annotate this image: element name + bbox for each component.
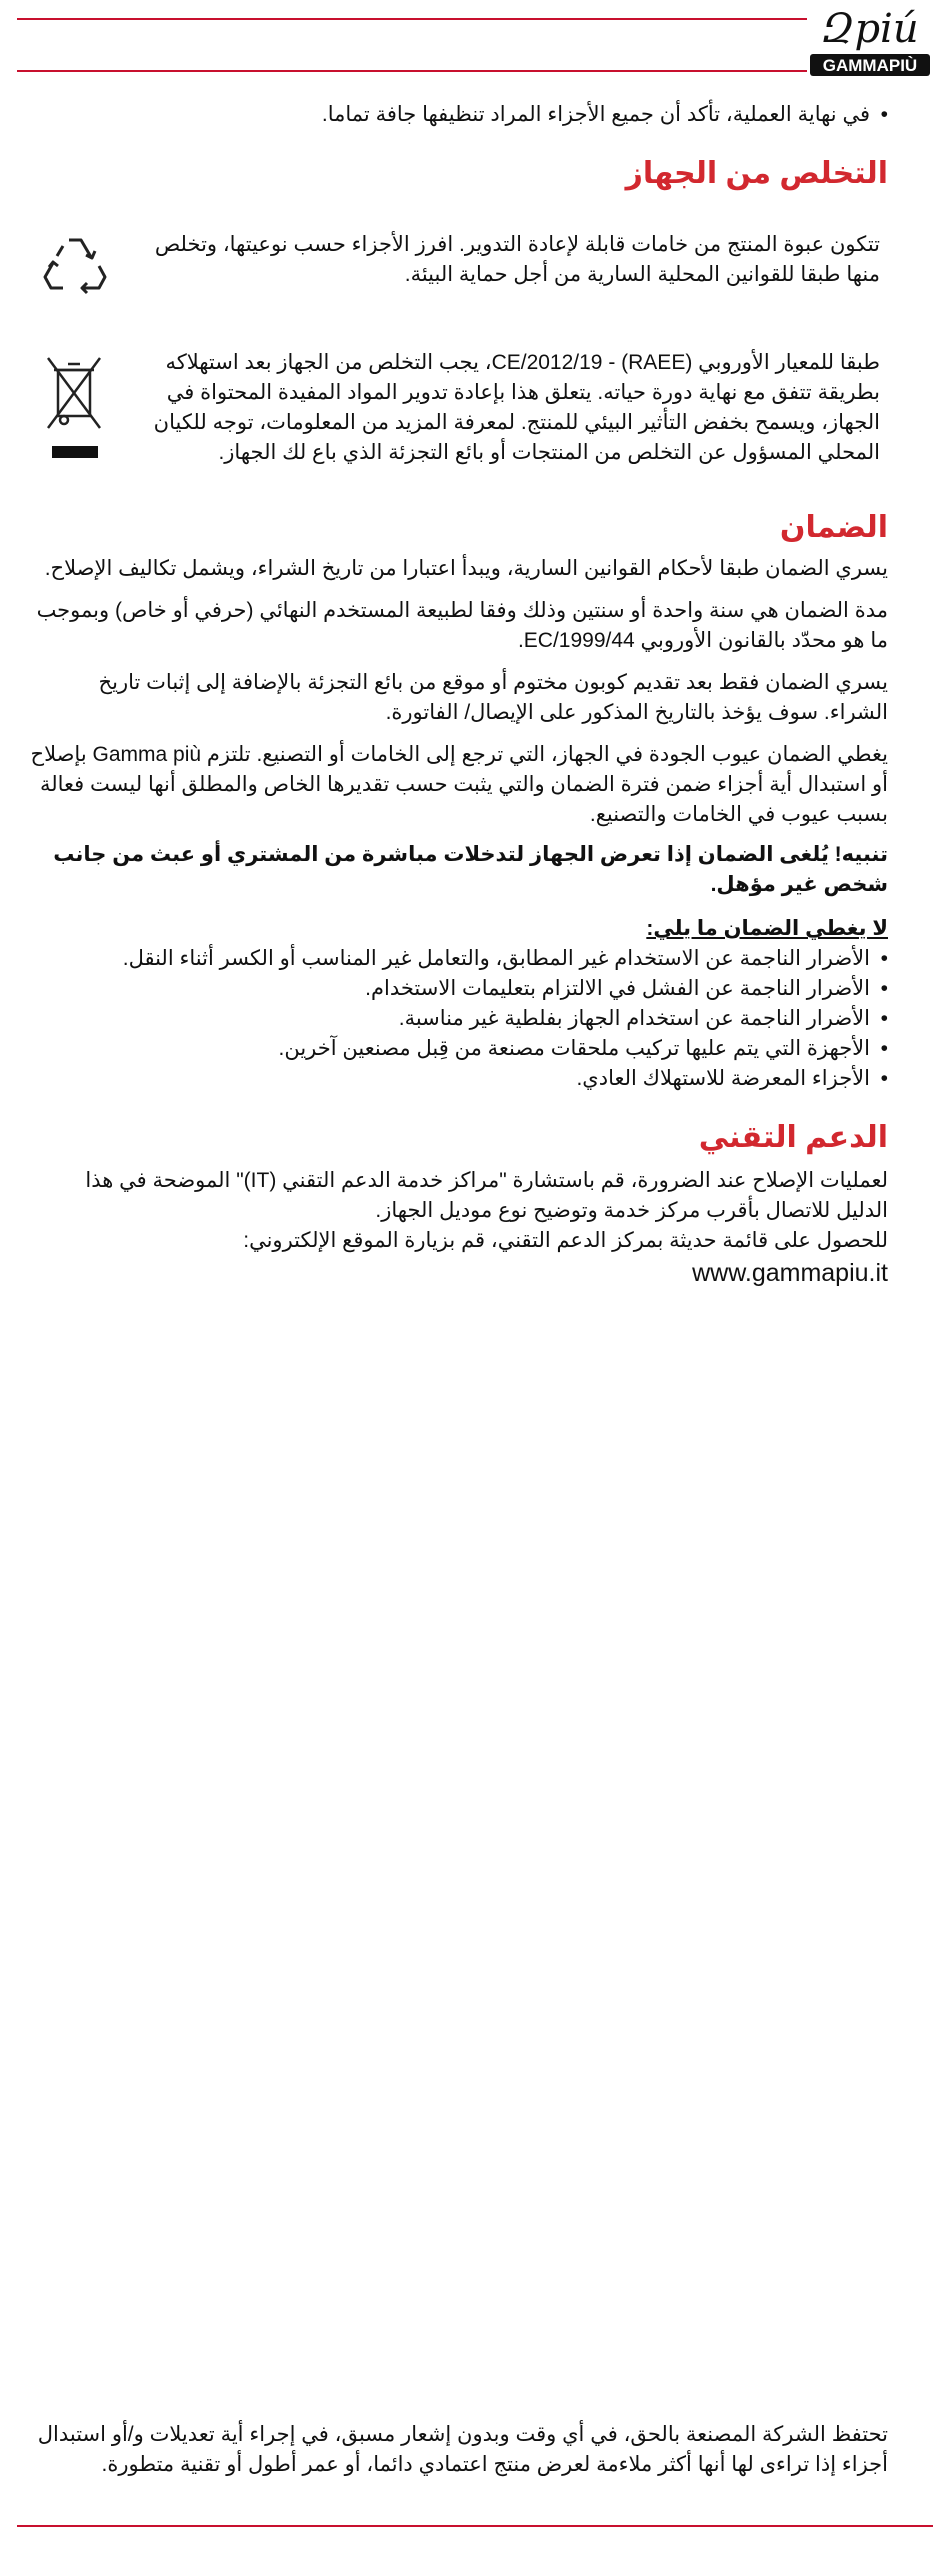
not-covered-title: لا يغطي الضمان ما يلي: <box>646 917 888 940</box>
header-rule-top <box>17 18 807 20</box>
support-p1: لعمليات الإصلاح عند الضرورة، قم باستشارة "مراكز خدمة الدعم التقني (IT)" الموضحة في هذا الدليل للاتصال بأقرب مركز خدمة وتوضيح نوع موديل الجهاز. <box>85 1169 888 1222</box>
support-p2: للحصول على قائمة حديثة بمركز الدعم التقني، قم بزيارة الموقع الإلكتروني: <box>243 1229 888 1252</box>
warranty-p3: يسري الضمان فقط بعد تقديم كوبون مختوم أو موقع من بائع التجزئة بالإضافة إلى إثبات تاريخ الشراء. سوف يؤخذ بالتاريخ المذكور على الإيصال/ الفاتورة. <box>98 671 888 724</box>
crossed-bin-icon <box>30 348 120 468</box>
logo-text: GAMMAPIÙ <box>822 56 918 75</box>
not-covered-item: • الأضرار الناجمة عن استخدام الجهاز بفلطية غير مناسبة. <box>30 1004 888 1034</box>
recycle-icon <box>30 230 120 302</box>
warranty-p4: يغطي الضمان عيوب الجودة في الجهاز، التي ترجع إلى الخامات أو التصنيع. تلتزم Gamma più بإصلاح أو استبدال أية أجزاء ضمن فترة الضمان والتي يثبت حسب تقديرها الخاص والمطلق أنها ليست فعالة بسبب عيوب في الخامات والتصنيع. <box>30 743 888 826</box>
not-covered-item: • الأضرار الناجمة عن الفشل في الالتزام بتعليمات الاستخدام. <box>30 974 888 1004</box>
packaging-text: تتكون عبوة المنتج من خامات قابلة لإعادة التدوير. افرز الأجزاء حسب نوعيتها، وتخلص منها طبقا للقوانين المحلية السارية من أجل حماية البيئة. <box>154 233 880 286</box>
not-covered-item: • الأضرار الناجمة عن الاستخدام غير المطابق، والتعامل غير المناسب أو الكسر أثناء النقل. <box>30 944 888 974</box>
warranty-p2: مدة الضمان هي سنة واحدة أو سنتين وذلك وفقا لطبيعة المستخدم النهائي (حرفي أو خاص) وبموجب ما هو محدّد بالقانون الأوروبي EC/1999/44. <box>36 599 888 652</box>
footer-disclaimer <box>30 2420 888 2480</box>
intro-bullet: • في نهاية العملية، تأكد أن جميع الأجزاء المراد تنظيفها جافة تماما. <box>30 100 888 130</box>
logo-script: Զpiú <box>821 6 919 52</box>
footer-rule <box>17 2525 933 2527</box>
weee-row <box>30 348 888 468</box>
warranty-p1: يسري الضمان طبقا لأحكام القوانين السارية، ويبدأ اعتبارا من تاريخ الشراء، ويشمل تكاليف الإصلاح. <box>44 557 888 580</box>
packaging-row <box>30 230 888 302</box>
warranty-warning: تنبيه! يُلغى الضمان إذا تعرض الجهاز لتدخلات مباشرة من المشتري أو عبث من جانب شخص غير مؤهل. <box>53 843 888 896</box>
not-covered-item: • الأجزاء المعرضة للاستهلاك العادي. <box>30 1064 888 1094</box>
support-heading: الدعم التقني <box>698 1121 888 1154</box>
disposal-heading: التخلص من الجهاز <box>625 157 888 190</box>
manual-content <box>30 100 888 1288</box>
brand-logo <box>800 0 940 90</box>
weee-text: طبقا للمعيار الأوروبي CE/2012/19 - (RAEE)، يجب التخلص من الجهاز بعد استهلاكه بطريقة تتفق مع نهاية دورة حياته. يتعلق هذا بإعادة تدوير المواد المفيدة المحتواة في الجهاز، ويسمح بخفض التأثير البيئي للمنتج. لمعرفة المزيد من المعلومات، توجه للكيان المحلي المسؤول عن التخلص من المنتجات أو بائع التجزئة الذي باع لك الجهاز. <box>153 351 880 464</box>
support-url[interactable]: www.gammapiu.it <box>692 1259 888 1287</box>
header-rule-bottom <box>17 70 807 72</box>
not-covered-item: • الأجهزة التي يتم عليها تركيب ملحقات مصنعة من قِبل مصنعين آخرين. <box>30 1034 888 1064</box>
footer-text: تحتفظ الشركة المصنعة بالحق، في أي وقت وبدون إشعار مسبق، في إجراء أية تعديلات و/أو استبدال أجزاء إذا تراءى لها أنها أكثر ملاءمة لعرض منتج اعتمادي دائما، أو عمر أطول أو تقنية متطورة. <box>37 2423 888 2476</box>
warranty-heading: الضمان <box>779 511 888 544</box>
